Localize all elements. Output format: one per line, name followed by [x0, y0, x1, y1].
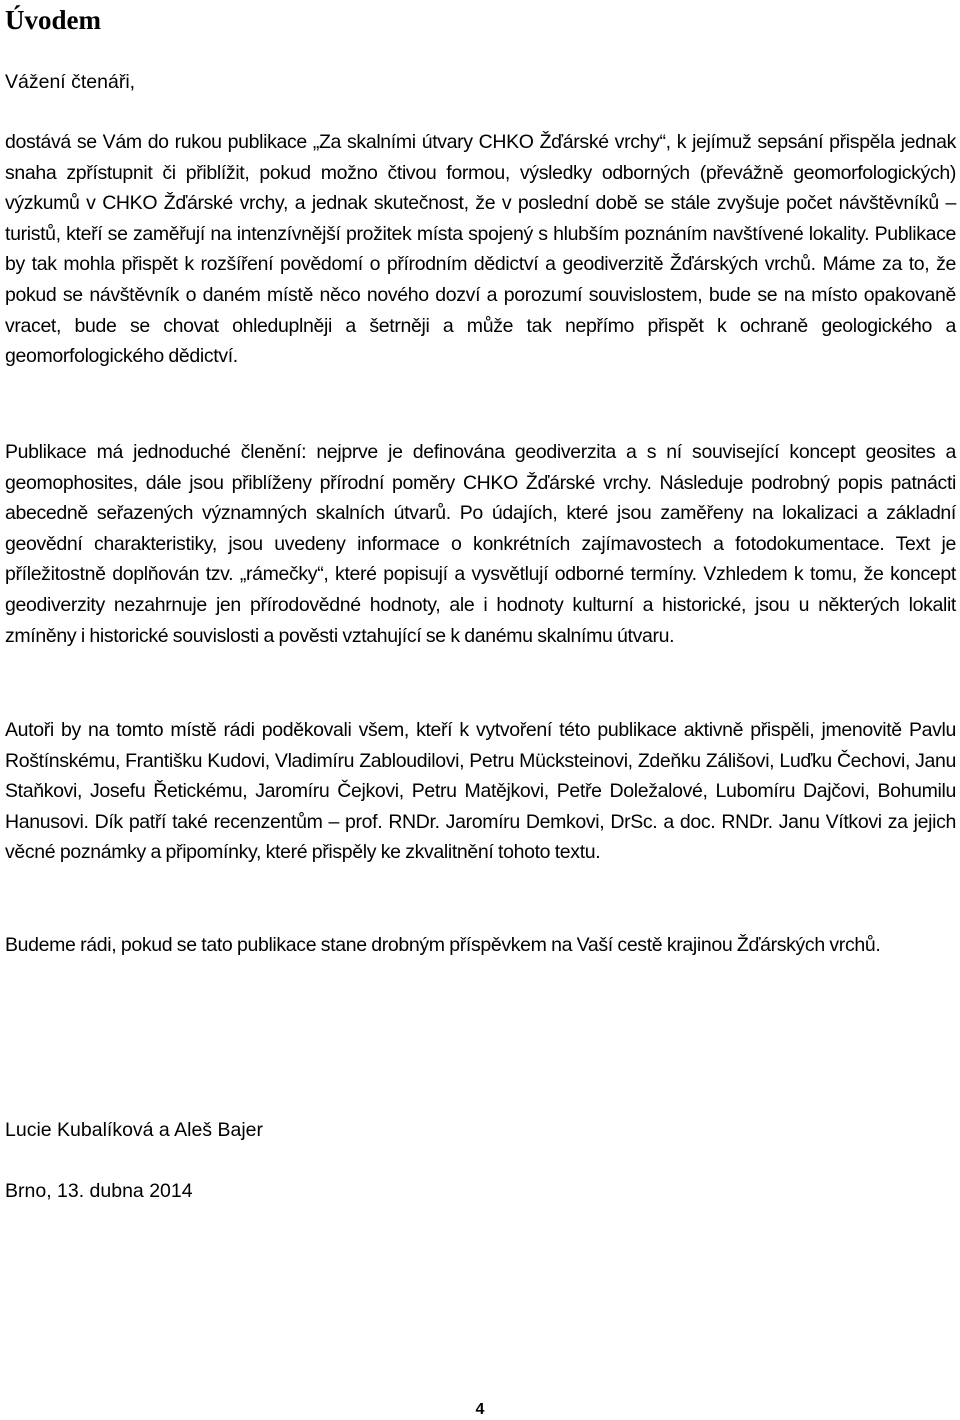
paragraph-acknowledgements: Autoři by na tomto místě rádi poděkovali všem, kteří k vytvoření této publikace aktivně přispěli, jmenovitě Pavlu Roštínskému, Františku Kudovi, Vladimíru Zabloudilovi, Petru Mücksteinovi, Zdeňku Zálišovi, Luďku Čechovi, Janu Staňkovi, Josefu Řetickému, Jaromíru Čejkovi, Petru Matějkovi, Petře Doležalové, Lubomíru Dajčovi, Bohumilu Hanusovi. Dík patří také recenzentům – prof. RNDr. Jaromíru Demkovi, DrSc. a doc. RNDr. Janu Vítkovi za jejich věcné poznámky a připomínky, které přispěly ke zkvalitnění tohoto textu. [5, 719, 956, 864]
page-number: 4 [475, 1401, 485, 1418]
place-date: Brno, 13. dubna 2014 [5, 1180, 193, 1202]
paragraph-intro: dostává se Vám do rukou publikace „Za skalními útvary CHKO Žďárské vrchy“, k jejímuž sepsání přispěla jednak snaha zpřístupnit či přiblížit, pokud možno čtivou formou, výsledky odborných (převážně geomorfologických) výzkumů v CHKO Žďárské vrchy, a jednak skutečnost, že v poslední době se stále zvyšuje počet návštěvníků – turistů, kteří se zaměřují na intenzívnější prožitek místa spojený s hlubším poznáním navštívené lokality. Publikace by tak mohla přispět k rozšíření povědomí o přírodním dědictví a geodiverzitě Žďárských vrchů. Máme za to, že pokud se návštěvník o daném místě něco nového dozví a porozumí souvislostem, bude se na místo opakovaně vracet, bude se chovat ohleduplněji a šetrněji a může tak nepřímo přispět k ochraně geologického a geomorfologického dědictví. [5, 131, 956, 368]
paragraph-closing: Budeme rádi, pokud se tato publikace stane drobným příspěvkem na Vaší cestě krajinou Žďárských vrchů. [5, 934, 881, 956]
paragraph-structure: Publikace má jednoduché členění: nejprve je definována geodiverzita a s ní související koncept geosites a geomophosites, dále jsou přiblíženy přírodní poměry CHKO Žďárské vrchy. Následuje podrobný popis patnácti abecedně seřazených významných skalních útvarů. Po údajích, které jsou zaměřeny na lokalizaci a základní geovědní charakteristiky, jsou uvedeny informace o konkrétních zajímavostech a fotodokumentace. Text je příležitostně doplňován tzv. „rámečky“, které popisují a vysvětlují odborné termíny. Vzhledem k tomu, že koncept geodiverzity nezahrnuje jen přírodovědné hodnoty, ale i hodnoty kulturní a historické, jsou u některých lokalit zmíněny i historické souvislosti a pověsti vztahující se k danému skalnímu útvaru. [5, 441, 956, 647]
page-title: Úvodem [5, 5, 101, 35]
signature: Lucie Kubalíková a Aleš Bajer [5, 1119, 263, 1141]
salutation: Vážení čtenáři, [5, 71, 136, 93]
